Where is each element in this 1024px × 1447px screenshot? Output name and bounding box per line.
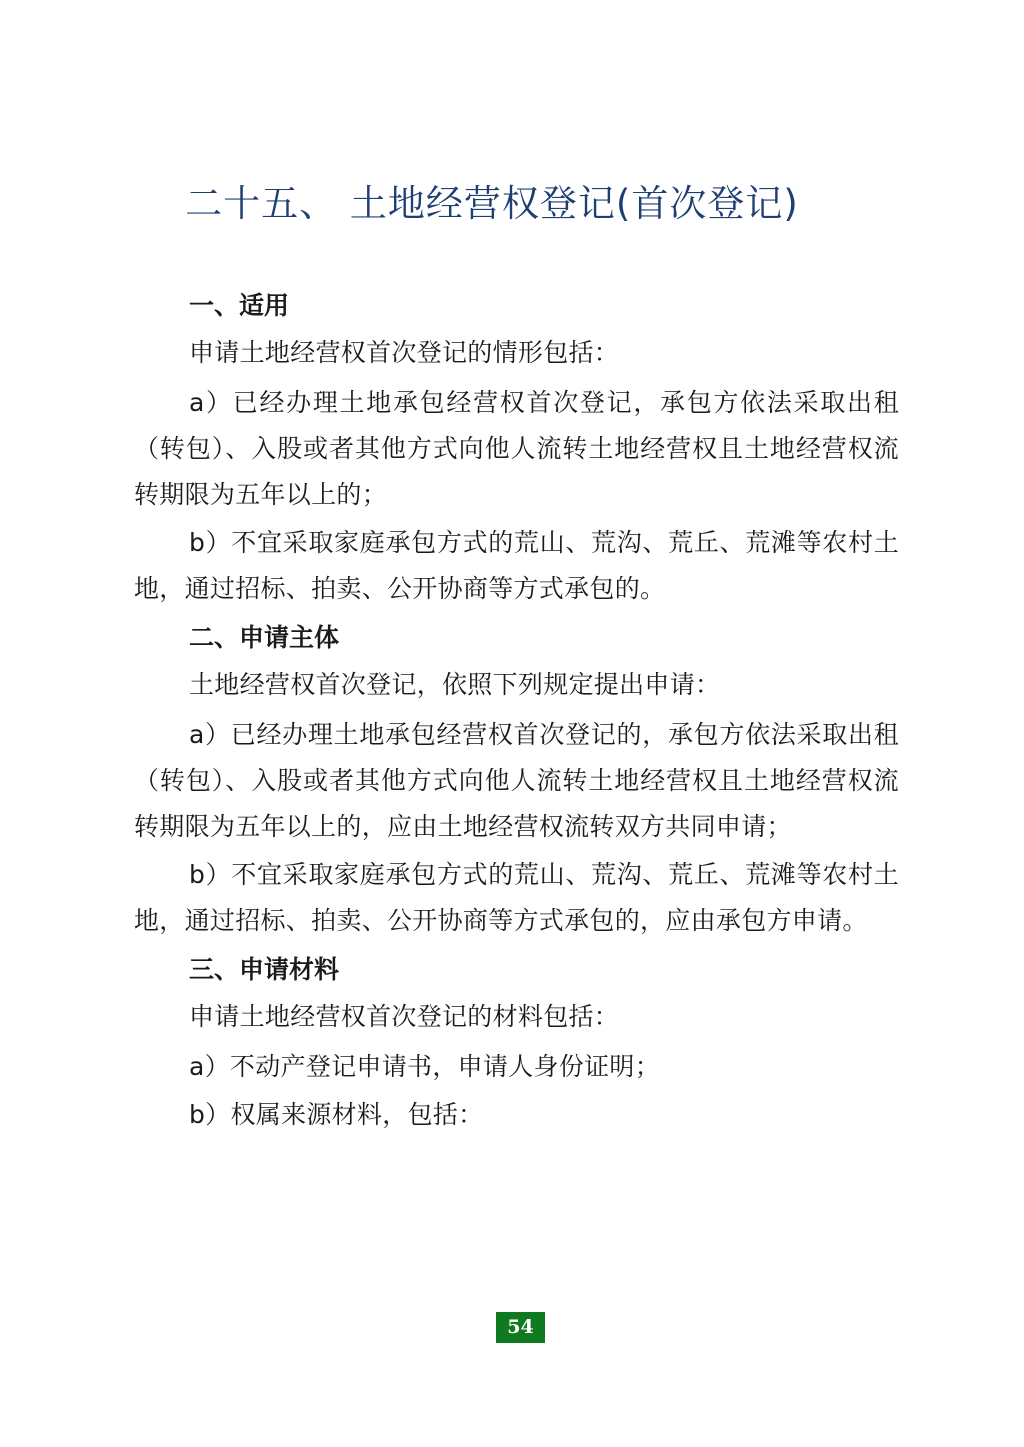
section-heading: 二、申请主体 <box>189 623 340 652</box>
list-item: a）不动产登记申请书，申请人身份证明； <box>189 1052 661 1081</box>
section-intro: 申请土地经营权首次登记的材料包括： <box>189 1002 620 1031</box>
section-applicant <box>134 618 899 944</box>
list-item: b）不宜采取家庭承包方式的荒山、荒沟、荒丘、荒滩等农村土地，通过招标、拍卖、公开协商等方式承包的。 <box>134 528 899 603</box>
list-item: b）不宜采取家庭承包方式的荒山、荒沟、荒丘、荒滩等农村土地，通过招标、拍卖、公开协商等方式承包的，应由承包方申请。 <box>134 860 899 935</box>
section-intro: 土地经营权首次登记，依照下列规定提出申请： <box>189 670 721 699</box>
page-number-badge: 54 <box>496 1312 545 1343</box>
section-applicability <box>134 286 899 612</box>
section-materials <box>134 950 899 1138</box>
list-item: a）已经办理土地承包经营权首次登记的，承包方依法采取出租（转包）、入股或者其他方式向他人流转土地经营权且土地经营权流转期限为五年以上的，应由土地经营权流转双方共同申请； <box>134 720 899 841</box>
page-title: 二十五、 土地经营权登记(首次登记) <box>185 182 799 225</box>
list-item: b）权属来源材料，包括： <box>189 1100 484 1129</box>
section-heading: 一、适用 <box>189 291 290 320</box>
section-heading: 三、申请材料 <box>189 955 340 984</box>
section-intro: 申请土地经营权首次登记的情形包括： <box>189 338 620 367</box>
list-item: a）已经办理土地承包经营权首次登记，承包方依法采取出租（转包）、入股或者其他方式向他人流转土地经营权且土地经营权流转期限为五年以上的； <box>134 388 899 509</box>
document-body <box>134 286 899 1138</box>
